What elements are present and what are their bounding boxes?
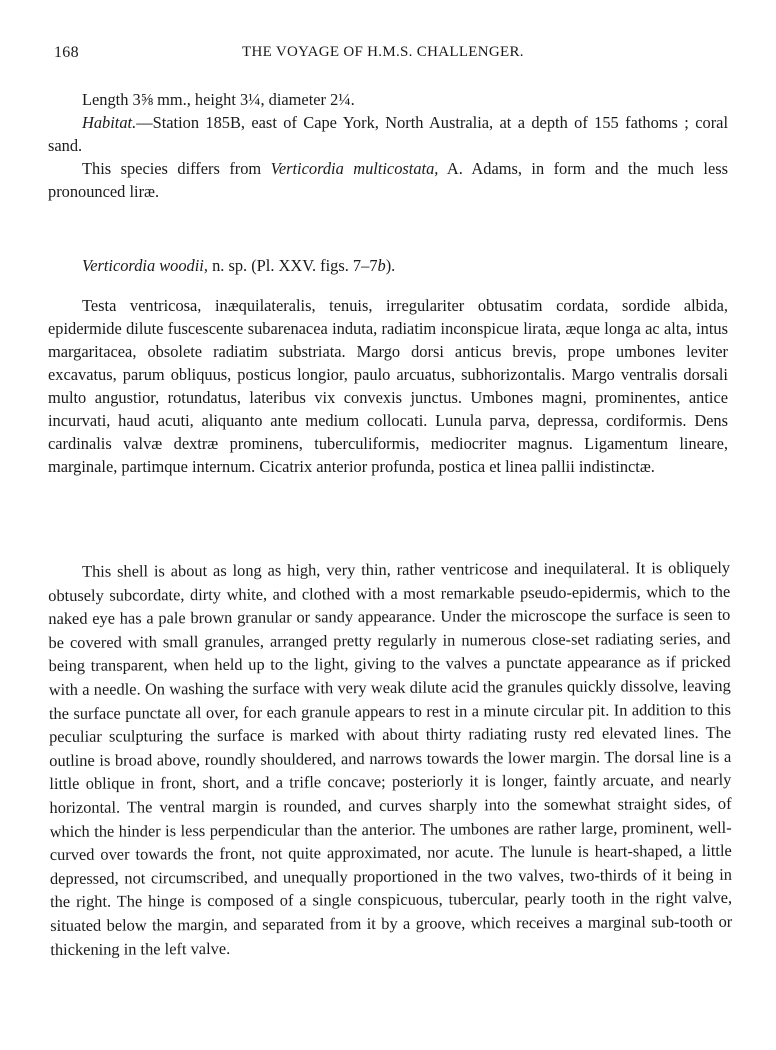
habitat-label: Habitat. xyxy=(82,113,137,132)
note-post: A. Adams, in form and the much less pronounced liræ. xyxy=(48,159,728,201)
latin-description: Testa ventricosa, inæquilateralis, tenuis, irregulariter obtusatim cordata, sordide albida, epidermide dilute fuscescente subarenacea induta, radiatim inconspicue lirata, æque longa ac alta, intus margaritacea, obsolete radiatim substriata. Margo dorsi anticus brevis, prope umbones leviter excavatus, parum obliquus, posticus longior, paulo arcuatus, subhorizontalis. Margo ventralis dorsali multo angustior, rotundatus, lateribus vix convexis junctus. Umbones magni, prominentes, antice incurvati, haud acuti, aliquanto ante medium collocati. Lunula parva, depressa, cordiformis. Dens cardinalis valvæ dextræ prominens, tuberculiformis, mediocriter magnus. Ligamentum lineare, marginale, partimque internum. Cicatrix anterior profunda, postica et linea pallii indistinctæ. xyxy=(48,296,728,476)
note-pre: This species differs from xyxy=(82,159,271,178)
habitat-paragraph xyxy=(48,111,728,157)
english-description-block xyxy=(48,557,733,961)
habitat-text: —Station 185B, east of Cape York, North Australia, at a depth of 155 fathoms ; coral sand. xyxy=(48,113,728,155)
species-name: Verticordia woodii, xyxy=(82,256,208,275)
latin-description-block xyxy=(48,294,728,478)
reference-end: ). xyxy=(385,256,396,275)
figure-suffix: b xyxy=(377,256,386,275)
running-title: THE VOYAGE OF H.M.S. CHALLENGER. xyxy=(242,44,524,60)
species-heading xyxy=(82,256,395,276)
dimensions-line: Length 3⅝ mm., height 3¼, diameter 2¼. xyxy=(82,90,355,109)
previous-species-block xyxy=(48,88,728,203)
comparison-note xyxy=(48,157,728,203)
english-description: This shell is about as long as high, very thin, rather ventricose and inequilateral. It is obliquely obtusely subcordate, dirty white, and clothed with a most remarkable pseudo-epidermis, which to the naked eye has a pale brown granular or sandy appearance. Under the microscope the surface is seen to be covered with small granules, arranged pretty regularly in numerous close-set radiating series, and being transparent, when held up to the light, giving to the valves a punctate appearance as if pricked with a needle. On washing the surface with very weak dilute acid the granules quickly dissolve, leaving the surface punctate all over, for each granule appears to rest in a minute circular pit. In addition to this peculiar sculpturing the surface is marked with about thirty radiating rusty red elevated lines. The outline is broad above, roundly shouldered, and narrows towards the lower margin. The dorsal line is a little oblique in front, short, and a trifle concave; posteriorly it is longer, faintly arcuate, and nearly horizontal. The ventral margin is rounded, and curves sharply into the somewhat straight sides, of which the hinder is less perpendicular than the anterior. The umbones are rather large, prominent, well-curved over towards the front, not quite approximated, nor acute. The lunule is heart-shaped, a little depressed, not circumscribed, and unequally proportioned in the two valves, two-thirds of it being in the right. The hinge is composed of a single conspicuous, tubercular, pearly tooth in the right valve, situated below the margin, and separated from it by a groove, which receives a marginal sub-tooth or thickening in the left valve. xyxy=(48,557,733,959)
page-number: 168 xyxy=(54,44,79,61)
species-reference: n. sp. (Pl. XXV. figs. 7–7 xyxy=(207,256,378,275)
note-taxon: Verticordia multicostata, xyxy=(270,159,439,178)
